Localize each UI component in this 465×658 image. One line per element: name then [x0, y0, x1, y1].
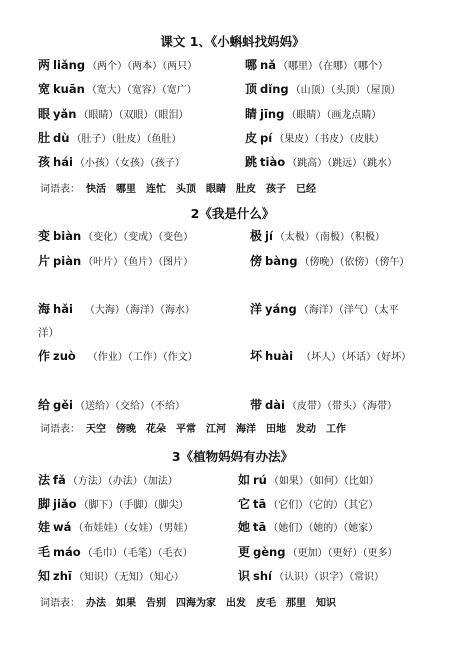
- char-entry: 极 jí （太极）（南极）（积极）: [250, 229, 385, 243]
- char-entry: 宽 kuān （宽大）（宽容）（宽广）: [38, 82, 197, 96]
- char-entry: 皮 pí （果皮）（书皮）（皮肤）: [245, 131, 385, 145]
- char-entry: 洋 yáng （海洋）（洋气）（太平: [250, 302, 399, 316]
- char-entry: 海 hǎi （大海）（海洋）（海水）: [38, 302, 195, 316]
- section-title: 3《植物妈妈有办法》: [171, 449, 294, 464]
- char-entry: 知 zhī （知识）（无知）（知心）: [38, 569, 184, 583]
- char-entry: 带 dài （皮带）（带头）（海带）: [250, 398, 397, 412]
- vocab-list: 词语表： 快活 哪里 连忙 头顶 眼睛 肚皮 孩子 已经: [40, 184, 316, 195]
- wrapped-text: 洋）: [38, 327, 59, 339]
- char-entry: 眼 yǎn （眼睛）（双眼）（眼泪）: [38, 107, 189, 121]
- char-entry: 她 tā （她们）（她的）（她家）: [238, 520, 379, 534]
- section-title: 课文 1、《小蝌蚪找妈妈》: [160, 34, 305, 49]
- char-entry: 它 tā （它们）（它的）（其它）: [238, 497, 379, 511]
- char-entry: 两 liǎng （两个）（两本）（两只）: [38, 58, 198, 72]
- char-entry: 坏 huài （坏人）（坏话）（好坏）: [250, 349, 412, 363]
- char-entry: 片 piàn （叶片）（鱼片）（图片）: [38, 254, 194, 268]
- char-entry: 傍 bàng （傍晚）（依傍）（傍午）: [250, 254, 410, 268]
- char-entry: 法 fǎ （方法）（办法）（加法）: [38, 473, 178, 487]
- vocab-list: 词语表： 办法 如果 告别 四海为家 出发 皮毛 那里 知识: [40, 598, 336, 609]
- char-entry: 孩 hái （小孩）（女孩）（孩子）: [38, 155, 185, 169]
- char-entry: 跳 tiào （跳高）（跳远）（跳水）: [245, 155, 398, 169]
- char-entry: 肚 dù （肚子）（肚皮）（鱼肚）: [38, 131, 182, 145]
- char-entry: 识 shí （认识）（识字）（常识）: [238, 569, 384, 583]
- vocab-list: 词语表： 天空 傍晚 花朵 平常 江河 海洋 田地 发动 工作: [40, 424, 346, 435]
- char-entry: 变 biàn （变化）（变成）（变色）: [38, 229, 194, 243]
- char-entry: 脚 jiǎo （脚下）（手脚）（脚尖）: [38, 497, 189, 511]
- char-entry: 娃 wá （布娃娃）（女娃）（男娃）: [38, 520, 194, 534]
- char-entry: 睛 jīng （眼睛）（画龙点睛）: [245, 107, 382, 121]
- char-entry: 毛 máo （毛巾）（毛笔）（毛衣）: [38, 545, 193, 559]
- char-entry: 顶 dǐng （山顶）（头顶）（屋顶）: [245, 82, 401, 96]
- section-title: 2《我是什么》: [190, 206, 275, 221]
- char-entry: 哪 nǎ （哪里）（在哪）（哪个）: [245, 58, 388, 72]
- char-entry: 作 zuò （作业）（工作）（作文）: [38, 349, 198, 363]
- char-entry: 给 gěi （送给）（交给）（不给）: [38, 398, 185, 412]
- char-entry: 如 rú （如果）（如何）（比如）: [238, 473, 379, 487]
- char-entry: 更 gèng （更加）（更好）（更多）: [238, 545, 398, 559]
